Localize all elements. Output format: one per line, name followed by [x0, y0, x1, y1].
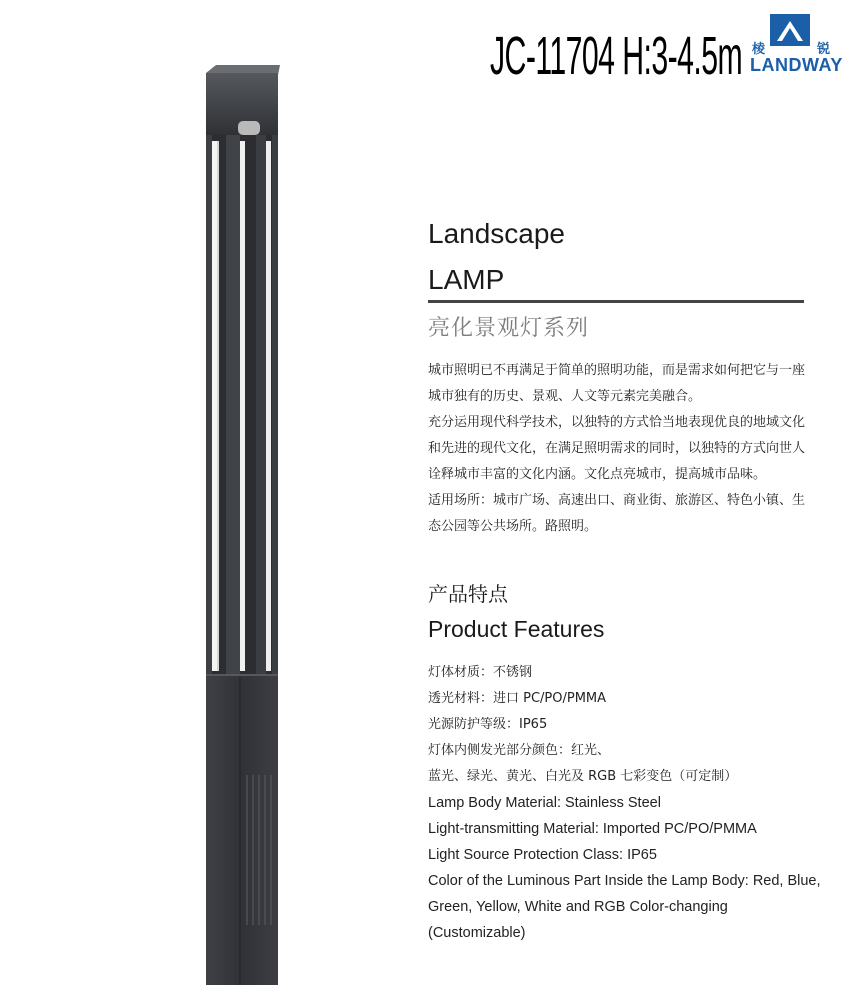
- brand-name: LANDWAY: [750, 55, 843, 75]
- category-heading-cn: 亮化景观灯系列: [428, 316, 590, 341]
- feature-item-cn: 光源防护等级：IP65: [428, 717, 548, 732]
- feature-item-cn: 灯体内侧发光部分颜色：红光、: [428, 743, 611, 758]
- feature-item-en: Color of the Luminous Part Inside the Lamp Body: Red, Blue, Green, Yellow, White and RGB Color-changing (Customizable): [428, 873, 821, 941]
- feature-item-cn: 灯体材质：不锈钢: [428, 665, 533, 680]
- intro-paragraph: 适用场所：城市广场、高速出口、商业街、旅游区、特色小镇、生态公园等公共场所。路照明。: [428, 493, 806, 534]
- model-title: JC-11704 H:3-4.5m: [490, 26, 743, 86]
- intro-paragraph: 城市照明已不再满足于简单的照明功能，而是需求如何把它与一座城市独有的历史、景观、人文等元素完美融合。: [428, 363, 806, 404]
- brand-cn-1: 棱: [752, 42, 766, 57]
- intro-text: [428, 358, 808, 540]
- lamp-illustration: [180, 55, 290, 990]
- feature-item-en: Lamp Body Material: Stainless Steel: [428, 795, 661, 811]
- category-heading-1: Landscape: [428, 218, 566, 249]
- features-title-en: Product Features: [428, 616, 605, 642]
- brand-cn-2: 锐: [817, 42, 831, 57]
- feature-item-cn: 透光材料：进口 PC/PO/PMMA: [428, 691, 607, 706]
- feature-item-en: Light-transmitting Material: Imported PC/PO/PMMA: [428, 821, 757, 837]
- feature-item-cn: 蓝光、绿光、黄光、白光及 RGB 七彩变色（可定制）: [428, 769, 738, 784]
- heading-divider: [428, 300, 804, 303]
- features-list: [428, 660, 828, 946]
- category-heading-2: LAMP: [428, 264, 505, 295]
- feature-item-en: Light Source Protection Class: IP65: [428, 847, 657, 863]
- intro-paragraph: 充分运用现代科学技术，以独特的方式恰当地表现优良的地域文化和先进的现代文化，在满足照明需求的同时，以独特的方式向世人诠释城市丰富的文化内涵。文化点亮城市，提高城市品味。: [428, 415, 806, 482]
- features-title-cn: 产品特点: [428, 582, 508, 606]
